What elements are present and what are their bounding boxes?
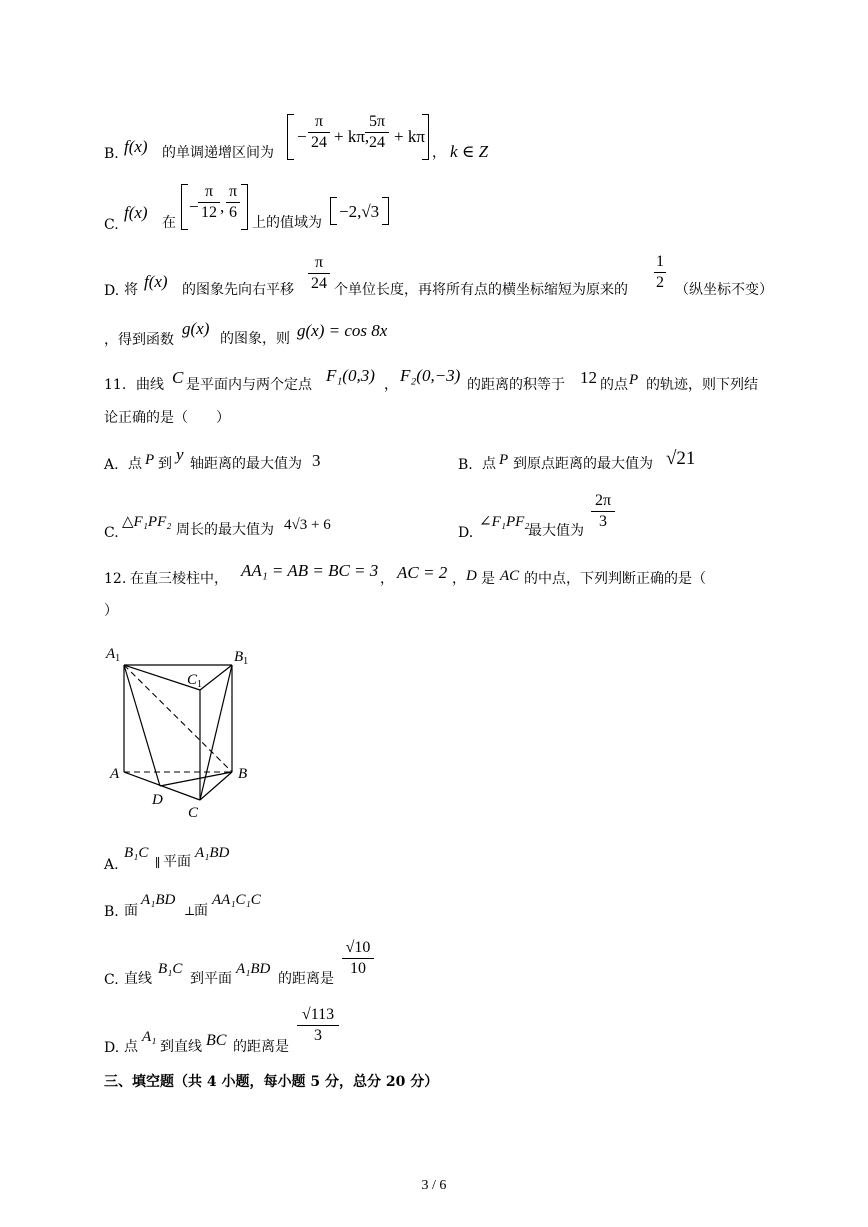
q11-a-text3: 轴距离的最大值为 [190,456,302,472]
fraction: π 24 [308,254,330,293]
page-number: 3 / 6 [421,1178,447,1193]
q11-text1: 曲线 [136,377,164,393]
q12-b-expr2: AA₁C₁C [212,892,261,908]
q12-b-label: B. [104,904,119,920]
option-b-text: 的单调递增区间为 [162,145,274,161]
term-k-pi: + kπ, [334,127,370,146]
parallel-sign: ∥ [155,856,161,870]
q12-sep: ， [380,571,394,587]
q11-text5: 的轨迹，则下列结 [646,377,758,393]
label-c1: $C_1$ [187,672,203,690]
q12-text4: 的中点，下列判断正确的是（ [524,571,706,587]
option-b-label: B. [104,146,119,162]
edge-bc [200,772,232,800]
q12-text1: 在直三棱柱中， [130,571,228,587]
edge-db [160,772,232,786]
q11-c-text: 周长的最大值为 [176,522,274,538]
label-a: A [110,766,120,782]
func-f: f(x) [124,137,148,156]
q12-a-label: A. [104,857,119,873]
fraction: 1 2 [656,253,664,291]
q12-d-expr1: A₁ [142,1029,157,1045]
q11-a-text1: 点 [128,456,142,472]
q11-d-expr: ∠F₁PF₂ [479,514,530,530]
comma-sign: , [220,197,225,216]
q11-a-p: P [145,452,155,468]
fraction: √113 3 [297,1006,339,1045]
option-c-text-in: 在 [162,215,176,231]
perp-sign: ⊥ [184,904,196,918]
q12-c-text3: 的距离是 [278,971,334,987]
option-d-text1: 将 [124,282,138,298]
left-bracket [287,114,294,160]
option-d-line2-a: ，得到函数 [104,332,174,348]
label-a1: $A_1$ [106,646,121,664]
q11-number: 11. [104,377,127,393]
fraction: √10 10 [342,939,374,978]
right-bracket [241,184,248,230]
prism-figure [100,640,260,825]
q11-twelve: 12 [580,368,597,387]
comma: ， [432,145,446,161]
left-bracket [330,197,337,225]
func-f: f(x) [124,203,148,222]
section-heading: 三、填空题（共 4 小题，每小题 5 分，总分 20 分） [104,1074,439,1090]
option-d-text3: 个单位长度，再将所有点的横坐标缩短为原来的 [334,282,628,298]
q11-a-text2: 到 [158,456,172,472]
q11-b-text1: 点 [482,456,496,472]
option-d-text2: 的图象先向右平移 [182,282,294,298]
label-b1: $B_1$ [234,649,249,667]
q12-a-expr1: B₁C [124,845,149,861]
fraction: π 12 [198,183,220,222]
q11-text4: 的点 [600,377,628,393]
q12-a-text: 平面 [163,854,191,870]
option-d-line2-b: 的图象，则 [220,331,290,347]
q11-a-label: A. [104,457,119,473]
q12-d-expr2: BC [206,1032,227,1049]
q11-d-label: D. [458,525,474,541]
minus-sign: − [189,197,199,216]
q12-c-expr1: B₁C [158,961,183,977]
q11-c-label: C. [104,525,119,541]
q12-a-expr2: A₁BD [195,845,230,861]
func-f: f(x) [144,272,168,291]
q12-text3: 是 [481,571,495,587]
option-c-label: C. [104,217,119,233]
left-paren [181,184,188,230]
q12-c-text2: 到平面 [190,971,232,987]
q11-text2: 是平面内与两个定点 [186,377,312,393]
term-k-pi: + kπ [394,127,425,146]
q12-eq1: AA₁ = AB = BC = 3 [241,561,379,580]
q11-f2: F₂(0,−3) [400,366,461,385]
fraction: π 6 [226,183,240,222]
q11-f1: F₁(0,3) [326,366,375,385]
q12-d-text2: 到直线 [160,1039,202,1055]
q12-c-label: C. [104,972,119,988]
q12-c-text1: 直线 [124,971,152,987]
q12-c-expr2: A₁BD [236,961,271,977]
q11-c-expr: △F₁PF₂ [122,514,172,530]
q11-curve-c: C [172,368,184,387]
q11-d-text: 最大值为 [528,523,584,539]
q12-number: 12. [104,571,127,587]
q12-line2: ） [104,603,118,619]
q12-b-text1: 面 [124,903,138,919]
label-c: C [188,805,199,821]
label-d: D [152,792,163,808]
q11-text3: 的距离的积等于 [467,377,565,393]
q11-line2: 论正确的是（ ） [104,410,230,426]
range: −2,√3 [339,202,380,221]
q12-ac: AC [500,568,520,584]
q11-b-val: √21 [666,448,696,469]
fraction: 5π 24 [365,113,389,152]
q12-d-text3: 的距离是 [233,1039,289,1055]
edge-b1c [200,665,232,800]
q11-point-p: P [629,372,639,388]
right-bracket [422,114,429,160]
label-b: B [238,766,248,782]
q11-a-y: y [176,445,184,464]
q12-text2: ， [452,571,466,587]
option-d-text4: （纵坐标不变） [675,282,773,298]
q11-b-text2: 到原点距离的最大值为 [513,456,653,472]
k-in-z: k ∈ Z [450,142,489,161]
result-eq: g(x) = cos 8x [297,321,388,340]
q12-b-expr1: A₁BD [141,892,176,908]
fraction: 2π 3 [591,492,615,531]
q12-d-text1: 点 [124,1039,138,1055]
q12-d-label: D. [104,1040,120,1056]
q11-c-val: 4√3 + 6 [284,517,331,533]
right-bracket [382,197,389,225]
func-g: g(x) [182,319,210,338]
option-c-text-after: 上的值域为 [252,215,322,231]
minus-sign: − [297,127,307,146]
q12-d: D [466,568,477,584]
q12-b-text2: 面 [194,903,208,919]
q11-sep: ， [384,377,398,393]
option-d-label: D. [104,283,120,299]
q11-a-val: 3 [312,451,321,470]
fraction: π 24 [308,113,330,152]
q12-eq2: AC = 2 [397,563,448,582]
q11-b-p: P [499,452,509,468]
q11-b-label: B. [458,457,473,473]
